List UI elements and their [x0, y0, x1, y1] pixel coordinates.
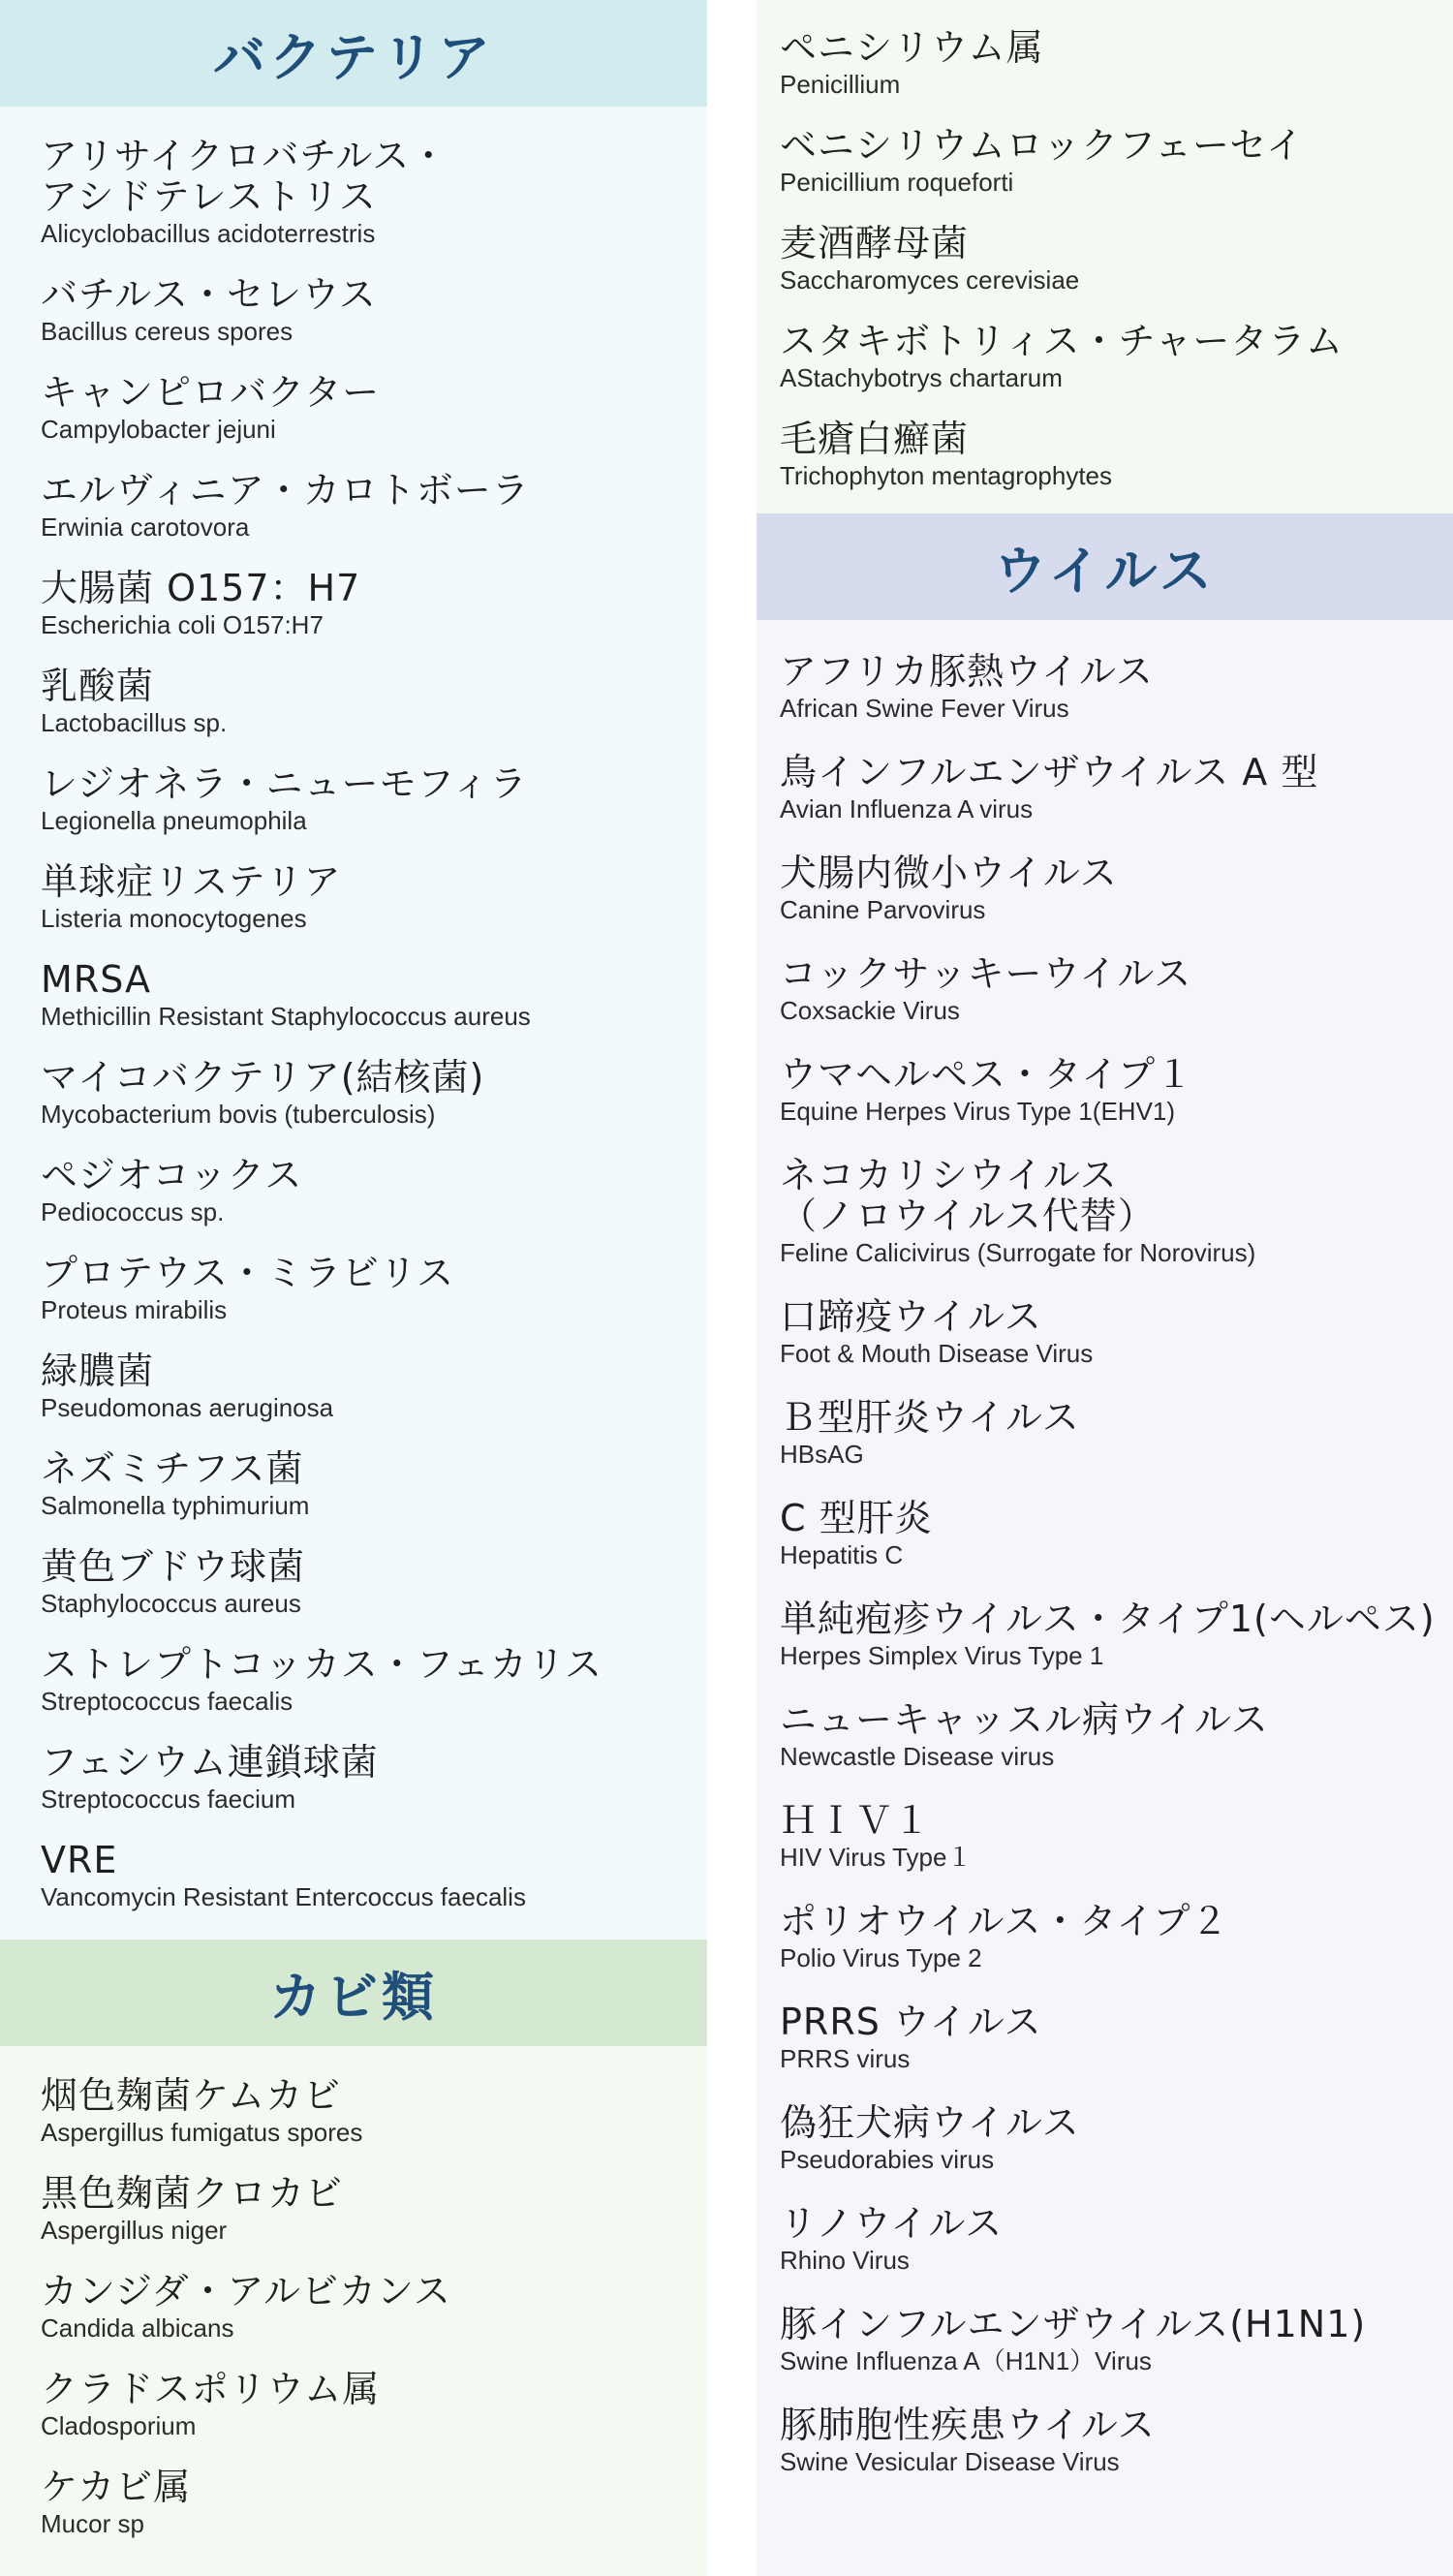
item-name: リノウイルス [780, 2202, 1004, 2245]
list-item [41, 1253, 707, 1324]
list-item [41, 2173, 707, 2245]
list-item [780, 1699, 1453, 1771]
list-item [41, 2271, 707, 2343]
list-item [41, 2369, 707, 2440]
list-item [41, 1350, 707, 1422]
item-name: MRSA [41, 958, 152, 1001]
item-latin-name: Pseudomonas aeruginosa [41, 1393, 334, 1422]
list-item [41, 1742, 707, 1814]
item-latin-name: Hepatitis C [780, 1540, 904, 1569]
bacteria-list [0, 107, 707, 1911]
bacteria-header: バクテリア [0, 0, 707, 107]
list-item [780, 2002, 1453, 2073]
item-latin-name: Pseudorabies virus [780, 2145, 995, 2174]
list-item [41, 1057, 707, 1129]
item-latin-name: Streptococcus faecium [41, 1785, 296, 1814]
item-latin-name: Proteus mirabilis [41, 1295, 228, 1324]
item-latin-name: Mycobacterium bovis (tuberculosis) [41, 1100, 436, 1129]
item-latin-name: Coxsackie Virus [780, 996, 960, 1025]
item-latin-name: Pediococcus sp. [41, 1197, 225, 1226]
list-item [780, 2304, 1453, 2375]
item-latin-name: PRRS virus [780, 2044, 911, 2073]
item-latin-name: Legionella pneumophila [41, 806, 307, 835]
item-name: マイコバクテリア(結核菌) [41, 1056, 485, 1099]
item-name: 大腸菌 O157：H7 [41, 567, 361, 609]
item-latin-name: Herpes Simplex Virus Type 1 [780, 1641, 1104, 1670]
item-name: スタキボトリィス・チャータラム [780, 320, 1344, 362]
list-item [41, 1155, 707, 1226]
list-item [41, 470, 707, 542]
list-item [41, 568, 707, 639]
item-latin-name: AStachybotrys chartarum [780, 363, 1063, 392]
item-latin-name: Mucor sp [41, 2509, 144, 2538]
item-name: C 型肝炎 [780, 1497, 933, 1539]
item-latin-name: Canine Parvovirus [780, 895, 986, 924]
list-item [41, 666, 707, 737]
item-name: 乳酸菌 [41, 665, 155, 707]
item-latin-name: Campylobacter jejuni [41, 415, 276, 444]
item-latin-name: Penicillium [780, 70, 901, 99]
item-latin-name: Methicillin Resistant Staphylococcus aureus [41, 1002, 531, 1031]
item-latin-name: Aspergillus niger [41, 2216, 228, 2245]
list-item [41, 1840, 707, 1911]
item-name: 毛瘡白癬菌 [780, 418, 970, 460]
item-name: 黒色麹菌クロカビ [41, 2172, 344, 2215]
list-item [41, 136, 707, 248]
list-item [780, 1598, 1453, 1670]
mold-list [0, 2046, 707, 2538]
item-name: バチルス・セレウス [41, 273, 377, 316]
item-latin-name: Cladosporium [41, 2411, 197, 2440]
item-name: アフリカ豚熱ウイルス [780, 650, 1154, 693]
list-item [780, 2102, 1453, 2174]
mold-header: カビ類 [0, 1940, 707, 2046]
mold-list-continued [757, 0, 1453, 490]
item-name: Ｂ型肝炎ウイルス [780, 1396, 1080, 1439]
list-item [41, 1448, 707, 1520]
item-latin-name: Foot & Mouth Disease Virus [780, 1339, 1094, 1368]
item-latin-name: Escherichia coli O157:H7 [41, 610, 324, 639]
list-item [41, 274, 707, 346]
item-name: カンジダ・アルビカンス [41, 2270, 451, 2312]
item-name: 偽狂犬病ウイルス [780, 2101, 1080, 2144]
list-item [41, 2075, 707, 2147]
list-item [780, 1296, 1453, 1368]
item-latin-name: Alicyclobacillus acidoterrestris [41, 219, 376, 248]
item-latin-name: Penicillium roqueforti [780, 168, 1014, 197]
virus-section [757, 513, 1453, 2576]
list-item [41, 2467, 707, 2538]
item-name: コックサッキーウイルス [780, 952, 1192, 995]
item-latin-name: Candida albicans [41, 2313, 234, 2343]
list-item [780, 1800, 1453, 1872]
item-name: 緑膿菌 [41, 1350, 155, 1392]
list-item [780, 125, 1453, 197]
item-latin-name: Salmonella typhimurium [41, 1491, 310, 1520]
item-name: VRE [41, 1839, 118, 1881]
item-latin-name: HBsAG [780, 1440, 864, 1469]
list-item [41, 1546, 707, 1618]
item-latin-name: Staphylococcus aureus [41, 1589, 301, 1618]
item-latin-name: Polio Virus Type 2 [780, 1943, 982, 1972]
item-name: ネズミチフス菌 [41, 1447, 304, 1490]
item-latin-name: Swine Vesicular Disease Virus [780, 2447, 1120, 2476]
item-name: ストレプトコッカス・フェカリス [41, 1643, 603, 1686]
list-item [41, 959, 707, 1031]
item-name: キャンピロバクター [41, 371, 381, 414]
item-latin-name: Streptococcus faecalis [41, 1687, 294, 1716]
item-latin-name: Swine Influenza A（H1N1）Virus [780, 2346, 1152, 2375]
list-item [780, 1054, 1453, 1126]
item-latin-name: Vancomycin Resistant Entercoccus faecalis [41, 1882, 526, 1911]
item-latin-name: Newcastle Disease virus [780, 1742, 1055, 1771]
item-latin-name: HIV Virus Type１ [780, 1843, 973, 1872]
item-name: プロテウス・ミラビリス [41, 1252, 455, 1294]
list-item [780, 321, 1453, 392]
mold-section-continued [757, 0, 1453, 513]
item-name: ウマヘルペス・タイプ１ [780, 1053, 1194, 1096]
list-item [780, 752, 1453, 823]
list-item [780, 1397, 1453, 1469]
item-name: ペジオコックス [41, 1154, 303, 1196]
item-name: PRRS ウイルス [780, 2001, 1042, 2043]
item-name: アリサイクロバチルス・ アシドテレストリス [41, 135, 448, 218]
list-item [780, 419, 1453, 490]
item-name: 単球症リステリア [41, 860, 342, 903]
list-item [780, 27, 1453, 99]
item-name: フェシウム連鎖球菌 [41, 1741, 379, 1784]
item-name: 麦酒酵母菌 [780, 222, 970, 264]
item-latin-name: African Swine Fever Virus [780, 694, 1069, 723]
item-latin-name: Saccharomyces cerevisiae [780, 265, 1080, 295]
list-item [780, 1498, 1453, 1569]
item-latin-name: Lactobacillus sp. [41, 708, 228, 737]
item-name: ネコカリシウイルス （ノロウイルス代替） [780, 1154, 1156, 1237]
list-item [41, 861, 707, 933]
item-name: 鳥インフルエンザウイルス A 型 [780, 751, 1319, 793]
item-name: ベニシリウムロックフェーセイ [780, 124, 1305, 167]
item-name: ニューキャッスル病ウイルス [780, 1698, 1269, 1741]
item-name: 豚インフルエンザウイルス(H1N1) [780, 2303, 1367, 2345]
item-name: ペニシリウム属 [780, 26, 1044, 69]
item-latin-name: Aspergillus fumigatus spores [41, 2118, 363, 2147]
item-name: ケカビ属 [41, 2466, 192, 2508]
item-name: 豚肺胞性疾患ウイルス [780, 2404, 1156, 2446]
list-item [780, 1901, 1453, 1972]
item-name: エルヴィニア・カロトボーラ [41, 469, 530, 512]
list-item [780, 953, 1453, 1025]
item-name: 口蹄疫ウイルス [780, 1295, 1042, 1338]
bacteria-section [0, 0, 707, 1940]
item-name: ＨＩＶ１ [780, 1799, 932, 1842]
list-item [41, 1644, 707, 1716]
list-item [780, 2203, 1453, 2275]
item-latin-name: Feline Calicivirus (Surrogate for Norovirus) [780, 1238, 1256, 1267]
item-latin-name: Listeria monocytogenes [41, 904, 307, 933]
item-latin-name: Trichophyton mentagrophytes [780, 461, 1113, 490]
item-name: 黄色ブドウ球菌 [41, 1545, 306, 1588]
item-name: 烟色麹菌ケムカビ [41, 2074, 342, 2117]
item-latin-name: Erwinia carotovora [41, 512, 250, 542]
item-name: クラドスポリウム属 [41, 2368, 381, 2410]
list-item [41, 763, 707, 835]
list-item [41, 372, 707, 444]
item-latin-name: Equine Herpes Virus Type 1(EHV1) [780, 1097, 1176, 1126]
list-item [780, 853, 1453, 924]
item-name: 犬腸内微小ウイルス [780, 852, 1118, 894]
item-latin-name: Avian Influenza A virus [780, 794, 1034, 823]
list-item [780, 223, 1453, 295]
item-name: ポリオウイルス・タイプ２ [780, 1900, 1229, 1942]
item-latin-name: Bacillus cereus spores [41, 317, 294, 346]
virus-header: ウイルス [757, 513, 1453, 620]
item-name: レジオネラ・ニューモフィラ [41, 762, 528, 805]
item-name: 単純疱疹ウイルス・タイプ1(ヘルペス) [780, 1598, 1436, 1640]
mold-section [0, 1940, 707, 2576]
list-item [780, 2405, 1453, 2476]
list-item [780, 1155, 1453, 1267]
item-latin-name: Rhino Virus [780, 2246, 910, 2275]
virus-list [757, 620, 1453, 2476]
list-item [780, 651, 1453, 723]
